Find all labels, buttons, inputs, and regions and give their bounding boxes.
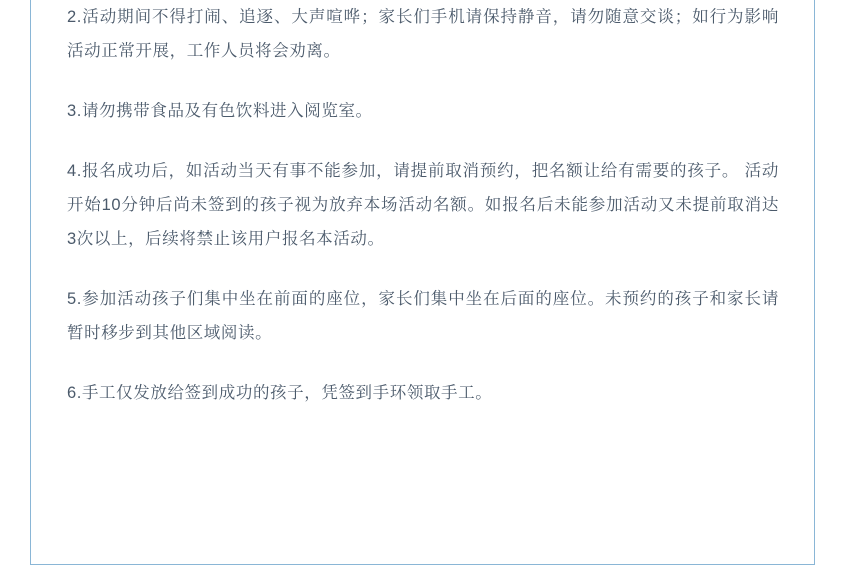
notice-body: [67, 0, 779, 410]
notice-paragraph: 2.活动期间不得打闹、追逐、大声喧哗；家长们手机请保持静音，请勿随意交谈；如行为影响活动正常开展，工作人员将会劝离。: [67, 8, 779, 60]
notice-paragraph: 6.手工仅发放给签到成功的孩子，凭签到手环领取手工。: [67, 384, 493, 402]
notice-paragraph: 5.参加活动孩子们集中坐在前面的座位，家长们集中坐在后面的座位。未预约的孩子和家长请暂时移步到其他区域阅读。: [67, 290, 779, 342]
notice-paragraph: 4.报名成功后，如活动当天有事不能参加，请提前取消预约，把名额让给有需要的孩子。 活动开始10分钟后尚未签到的孩子视为放弃本场活动名额。如报名后未能参加活动又未提前取消达3次以上，后续将禁止该用户报名本活动。: [67, 162, 779, 248]
notice-card: [30, 0, 815, 565]
notice-paragraph: 3.请勿携带食品及有色饮料进入阅览室。: [67, 102, 373, 120]
